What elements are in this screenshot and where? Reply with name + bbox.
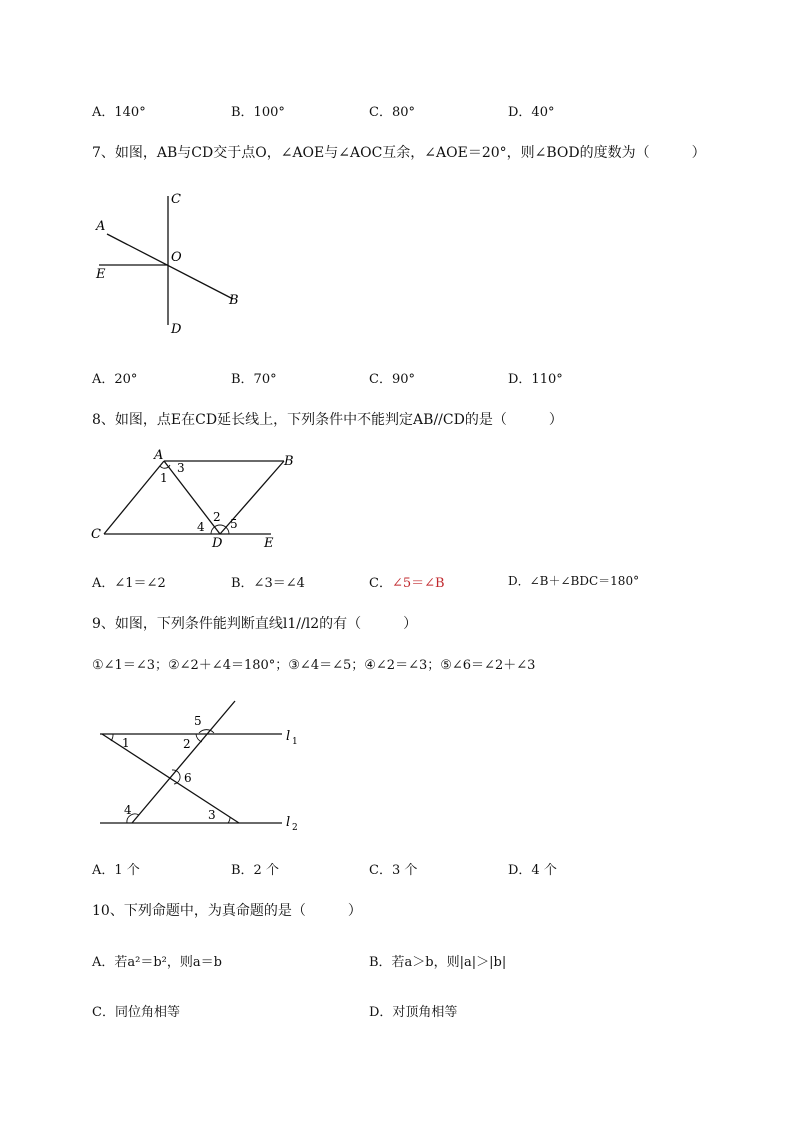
q7-option-b: B．70° <box>231 372 277 387</box>
q9-label-l1-sub: 1 <box>292 737 298 747</box>
q9-label-l2-sub: 2 <box>292 823 298 833</box>
q8-label-2: 2 <box>213 510 221 524</box>
q9-transversal-a <box>132 701 235 823</box>
q9-option-d: D．4 个 <box>508 863 557 878</box>
q9-label-6: 6 <box>184 771 192 785</box>
q9-conditions: ①∠1＝∠3；②∠2＋∠4＝180°；③∠4＝∠5；④∠2＝∠3；⑤∠6＝∠2＋∠3 <box>92 658 536 673</box>
q6-option-d: D．40° <box>508 105 555 120</box>
q7-stem: 7、如图，AB与CD交于点O，∠AOE与∠AOC互余，∠AOE＝20°，则∠BOD的度数为（ ） <box>92 145 706 161</box>
q8-label-c: C <box>91 527 101 542</box>
q9-figure <box>92 698 322 838</box>
q7-label-e: E <box>96 267 106 282</box>
q6-option-c: C．80° <box>369 105 415 120</box>
q9-option-a: A．1 个 <box>92 863 140 878</box>
q10-option-d: D．对顶角相等 <box>369 1005 458 1020</box>
q7-option-c: C．90° <box>369 372 415 387</box>
q9-angle-arc-1 <box>111 734 113 741</box>
q10-stem: 10、下列命题中，为真命题的是（ ） <box>92 903 362 919</box>
q7-label-b: B <box>229 293 239 308</box>
q8-option-d: D．∠B＋∠BDC＝180° <box>508 574 640 588</box>
q6-option-a: A．140° <box>92 105 146 120</box>
q7-label-d: D <box>171 322 182 337</box>
q9-label-4: 4 <box>124 803 132 817</box>
q6-option-b: B．100° <box>231 105 285 120</box>
q8-label-a: A <box>154 448 164 463</box>
q8-label-b: B <box>284 454 294 469</box>
q9-label-l1: l <box>286 729 291 744</box>
q9-label-3: 3 <box>208 808 216 822</box>
q9-label-1: 1 <box>122 736 130 750</box>
q9-angle-arc-5 <box>199 730 214 733</box>
q8-option-c-prefix: C． <box>369 576 392 591</box>
q7-figure <box>90 190 270 340</box>
q7-label-a: A <box>96 219 106 234</box>
q8-line-ad <box>164 461 220 534</box>
q8-label-1: 1 <box>160 471 168 485</box>
q7-label-o: O <box>171 250 182 265</box>
q9-label-l2: l <box>286 815 291 830</box>
q9-label-2: 2 <box>183 737 191 751</box>
q8-option-c-condition: ∠5＝∠B <box>391 576 445 591</box>
q7-option-a: A．20° <box>92 372 138 387</box>
q7-option-d: D．110° <box>508 372 563 387</box>
q9-angle-arc-3 <box>228 817 230 823</box>
q8-label-3: 3 <box>177 461 185 475</box>
q8-figure <box>88 448 308 548</box>
q8-label-e: E <box>264 536 274 548</box>
q9-stem: 9、如图，下列条件能判断直线l1//l2的有（ ） <box>92 616 418 632</box>
q9-option-c: C．3 个 <box>369 863 418 878</box>
q10-option-a: A．若a²＝b²，则a＝b <box>92 955 222 970</box>
q10-option-c: C．同位角相等 <box>92 1005 180 1020</box>
q7-line-ab <box>107 234 233 299</box>
q10-option-b: B．若a＞b，则|a|＞|b| <box>369 955 507 970</box>
q8-label-5: 5 <box>230 517 238 531</box>
q9-option-b: B．2 个 <box>231 863 279 878</box>
q8-option-b: B．∠3＝∠4 <box>231 576 305 591</box>
q8-line-ac <box>104 461 164 534</box>
q8-label-4: 4 <box>197 520 205 534</box>
q8-label-d: D <box>212 536 223 548</box>
q7-label-c: C <box>171 192 181 207</box>
q8-option-a: A．∠1＝∠2 <box>92 576 166 591</box>
q9-label-5: 5 <box>194 714 202 728</box>
q8-stem: 8、如图，点E在CD延长线上，下列条件中不能判定AB//CD的是（ ） <box>92 412 563 428</box>
q8-option-c <box>369 572 445 591</box>
